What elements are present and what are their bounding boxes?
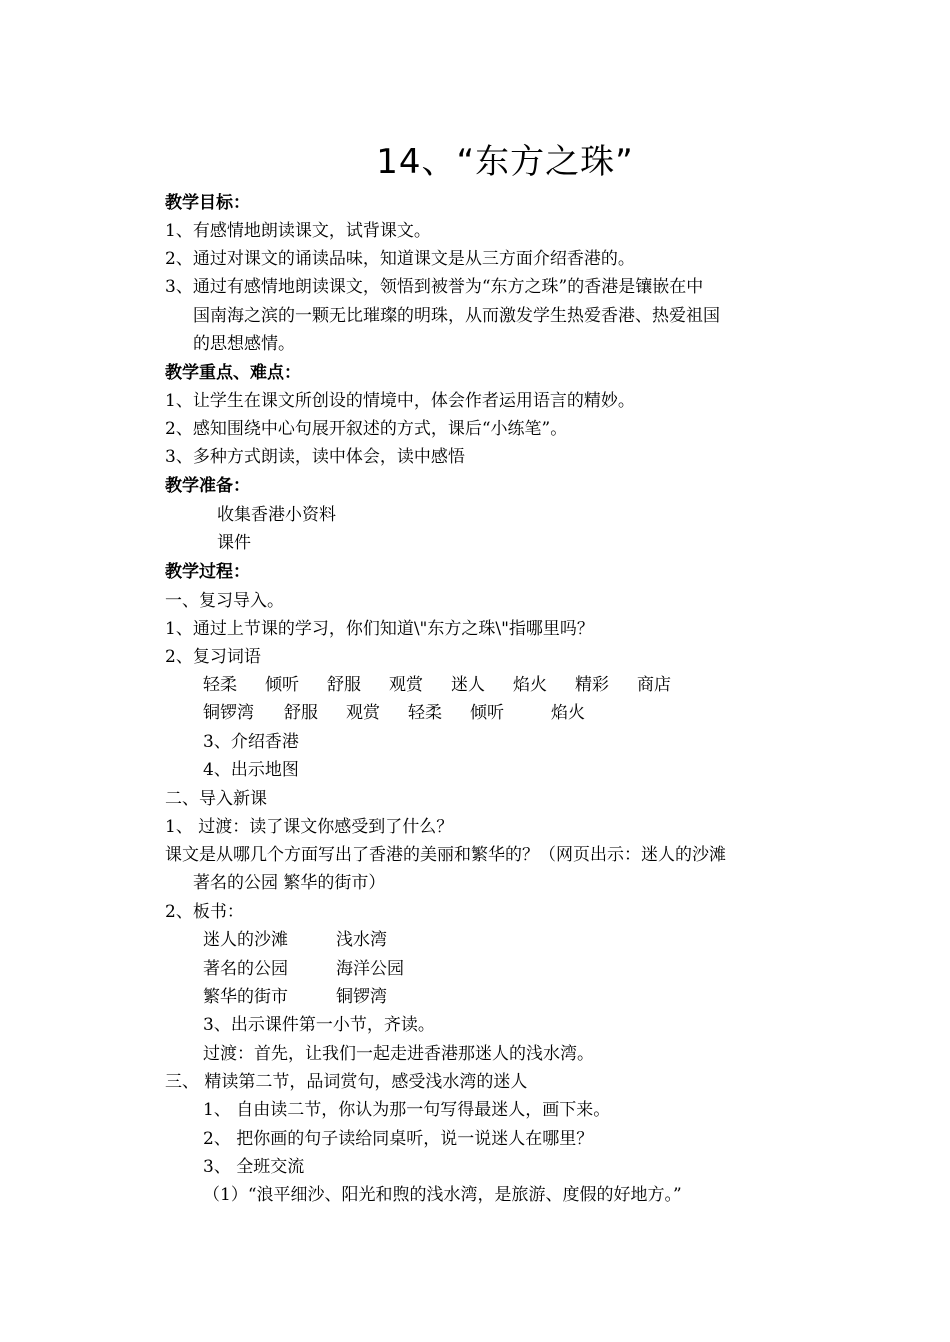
vocab-word: 观赏 [389, 675, 423, 695]
part2-step-3: 3、出示课件第一小节，齐读。 [203, 1015, 435, 1035]
part2-transition-2: 过渡：首先，让我们一起走进香港那迷人的浅水湾。 [203, 1044, 594, 1064]
vocab-word: 倾听 [470, 703, 504, 723]
part3-heading: 三、 精读第二节，品词赏句，感受浅水湾的迷人 [165, 1072, 528, 1092]
vocab-word: 舒服 [327, 675, 361, 695]
part1-question-2: 2、复习词语 [165, 647, 261, 667]
goal-item-continued: 的思想感情。 [193, 334, 295, 354]
vocab-word: 焰火 [551, 703, 585, 723]
board-place: 海洋公园 [336, 959, 404, 979]
goal-item: 3、通过有感情地朗读课文，领悟到被誉为“东方之珠”的香港是镶嵌在中 [165, 277, 704, 297]
prep-item: 课件 [217, 533, 251, 553]
vocab-word: 商店 [637, 675, 671, 695]
goal-item-continued: 国南海之滨的一颗无比璀璨的明珠，从而激发学生热爱香港、热爱祖国 [193, 306, 720, 326]
vocab-word: 观赏 [346, 703, 380, 723]
board-label: 2、板书： [165, 902, 244, 922]
vocab-word: 轻柔 [408, 703, 442, 723]
part1-question-1: 1、通过上节课的学习，你们知道\"东方之珠\"指哪里吗？ [165, 619, 594, 639]
vocab-word: 精彩 [575, 675, 609, 695]
vocab-word: 倾听 [265, 675, 299, 695]
lesson-title: 14、“东方之珠” [376, 142, 634, 182]
part1-heading: 一、复习导入。 [165, 591, 284, 611]
prep-item: 收集香港小资料 [217, 505, 336, 525]
part2-question-continued: 著名的公园 繁华的街市） [193, 873, 386, 893]
key-item: 1、让学生在课文所创设的情境中，体会作者运用语言的精妙。 [165, 391, 635, 411]
part2-transition-1: 1、 过渡：读了课文你感受到了什么？ [165, 817, 454, 837]
vocab-word: 迷人 [451, 675, 485, 695]
part1-question-3: 3、介绍香港 [203, 732, 299, 752]
goal-item: 1、有感情地朗读课文，试背课文。 [165, 221, 431, 241]
part3-step-1: 1、 自由读二节，你认为那一句写得最迷人，画下来。 [203, 1100, 611, 1120]
goal-item: 2、通过对课文的诵读品味，知道课文是从三方面介绍香港的。 [165, 249, 635, 269]
board-aspect: 著名的公园 [203, 959, 288, 979]
board-aspect: 迷人的沙滩 [203, 930, 288, 950]
part2-heading: 二、导入新课 [165, 789, 267, 809]
key-item: 2、感知围绕中心句展开叙述的方式，课后“小练笔”。 [165, 419, 568, 439]
vocab-word: 铜锣湾 [203, 703, 254, 723]
key-heading: 教学重点、难点： [165, 363, 301, 383]
vocab-word: 焰火 [513, 675, 547, 695]
part2-question: 课文是从哪几个方面写出了香港的美丽和繁华的？（网页出示：迷人的沙滩 [165, 845, 726, 865]
goals-heading: 教学目标： [165, 193, 250, 213]
part3-step-2: 2、 把你画的句子读给同桌听，说一说迷人在哪里？ [203, 1129, 594, 1149]
prep-heading: 教学准备： [165, 476, 250, 496]
board-aspect: 繁华的街市 [203, 987, 288, 1007]
board-place: 浅水湾 [336, 930, 387, 950]
process-heading: 教学过程： [165, 562, 250, 582]
part3-step-3: 3、 全班交流 [203, 1157, 305, 1177]
vocab-word: 轻柔 [203, 675, 237, 695]
key-item: 3、多种方式朗读，读中体会，读中感悟 [165, 447, 465, 467]
vocab-word: 舒服 [284, 703, 318, 723]
part3-quote: （1）“浪平细沙、阳光和煦的浅水湾，是旅游、度假的好地方。” [203, 1185, 682, 1205]
part1-question-4: 4、出示地图 [203, 760, 299, 780]
board-place: 铜锣湾 [336, 987, 387, 1007]
